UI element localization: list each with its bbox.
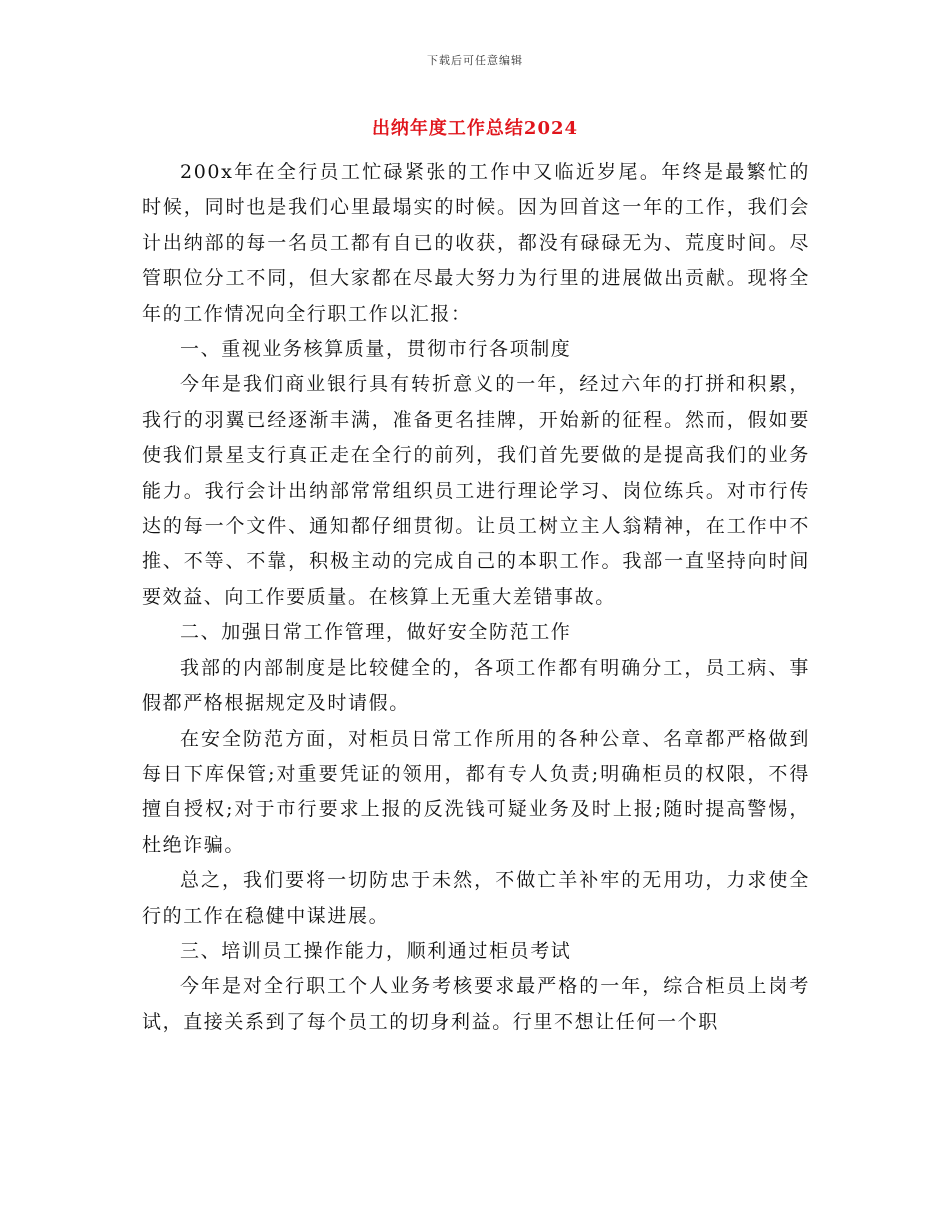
paragraph-section-2c: 总之，我们要将一切防忠于未然，不做亡羊补牢的无用功，力求使全行的工作在稳健中谋进展。 bbox=[142, 869, 810, 927]
paragraph-section-2a: 我部的内部制度是比较健全的，各项工作都有明确分工，员工病、事假都严格根据规定及时请假。 bbox=[142, 656, 810, 715]
document-body bbox=[142, 155, 810, 1040]
section-heading-2: 二、加强日常工作管理，做好安全防范工作 bbox=[180, 621, 572, 644]
header-note: 下载后可任意编辑 bbox=[427, 54, 523, 67]
paragraph-intro: 200x年在全行员工忙碌紧张的工作中又临近岁尾。年终是最繁忙的时候，同时也是我们心里最塌实的时候。因为回首这一年的工作，我们会计出纳部的每一名员工都有自已的收获，都没有碌碌无为、荒度时间。尽管职位分工不同，但大家都在尽最大努力为行里的进展做出贡献。现将全年的工作情况向全行职工作以汇报： bbox=[142, 161, 810, 325]
document-title: 出纳年度工作总结2024 bbox=[371, 118, 579, 139]
paragraph-section-1: 今年是我们商业银行具有转折意义的一年，经过六年的打拼和积累，我行的羽翼已经逐渐丰满，准备更名挂牌，开始新的征程。然而，假如要使我们景星支行真正走在全行的前列，我们首先要做的是提高我们的业务能力。我行会计出纳部常常组织员工进行理论学习、岗位练兵。对市行传达的每一个文件、通知都仔细贯彻。让员工树立主人翁精神，在工作中不推、不等、不靠，积极主动的完成自己的本职工作。我部一直坚持向时间要效益、向工作要质量。在核算上无重大差错事故。 bbox=[142, 373, 810, 608]
paragraph-section-3: 今年是对全行职工个人业务考核要求最严格的一年，综合柜员上岗考试，直接关系到了每个员工的切身利益。行里不想让任何一个职 bbox=[142, 975, 810, 1033]
section-heading-3: 三、培训员工操作能力，顺利通过柜员考试 bbox=[180, 939, 572, 962]
section-heading-1: 一、重视业务核算质量，贯彻市行各项制度 bbox=[180, 338, 572, 361]
paragraph-section-2b: 在安全防范方面，对柜员日常工作所用的各种公章、名章都严格做到每日下库保管;对重要凭证的领用，都有专人负责;明确柜员的权限，不得擅自授权;对于市行要求上报的反洗钱可疑业务及时上报;随时提高警惕，杜绝诈骗。 bbox=[142, 727, 810, 856]
